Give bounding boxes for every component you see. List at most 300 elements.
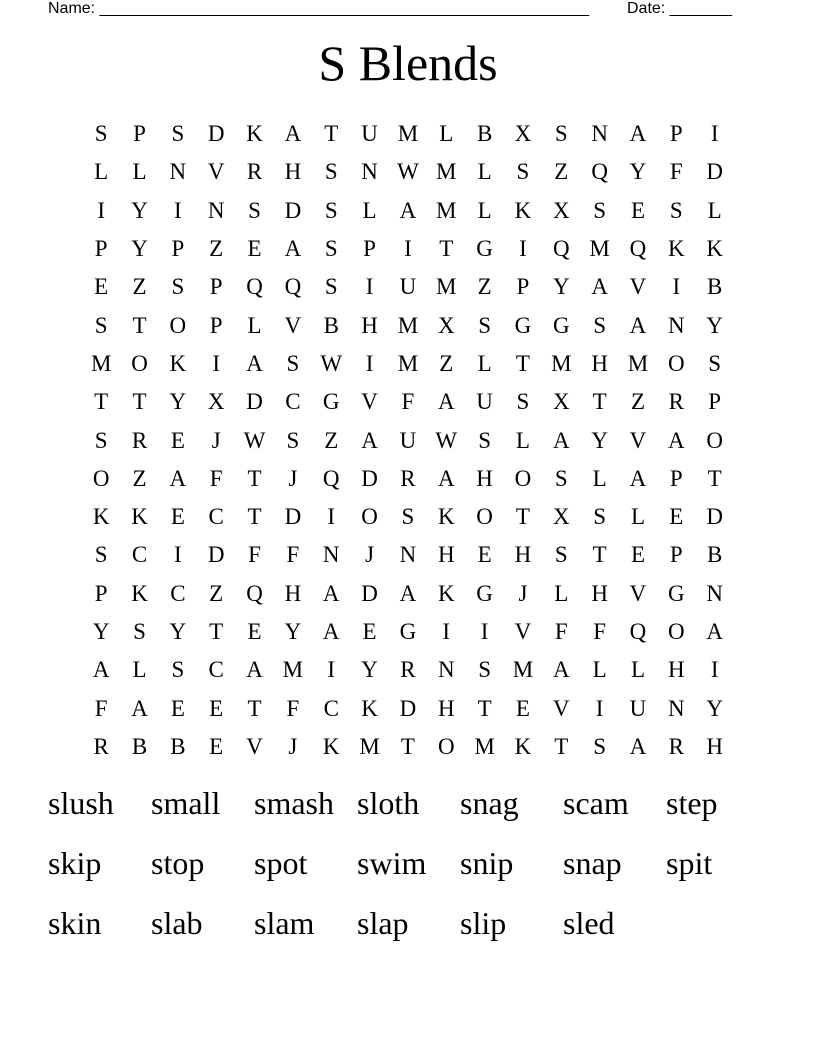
word-bank-item: slush: [48, 785, 114, 821]
grid-letter: I: [365, 274, 374, 300]
grid-letter: H: [706, 733, 723, 759]
grid-row: [82, 153, 734, 191]
grid-letter: I: [672, 274, 681, 300]
grid-letter: N: [706, 580, 723, 606]
grid-letter: A: [591, 274, 608, 300]
grid-letter: M: [512, 657, 534, 683]
grid-row: [82, 536, 734, 574]
grid-letter: J: [288, 733, 298, 759]
grid-letter: Z: [324, 427, 339, 453]
grid-letter: Y: [131, 197, 148, 223]
grid-letter: B: [170, 733, 186, 759]
word-bank-item: step: [666, 785, 718, 821]
grid-letter: F: [593, 619, 607, 644]
grid-letter: O: [169, 312, 187, 338]
grid-letter: Q: [284, 274, 302, 300]
grid-letter: T: [94, 389, 109, 415]
grid-letter: M: [589, 236, 610, 262]
grid-letter: P: [94, 580, 108, 606]
grid-letter: N: [361, 159, 378, 185]
grid-letter: A: [92, 657, 110, 683]
grid-letter: A: [629, 465, 647, 491]
grid-letter: L: [630, 504, 646, 530]
grid-letter: E: [247, 619, 262, 644]
grid-letter: M: [436, 274, 457, 300]
grid-letter: C: [208, 504, 224, 530]
grid-letter: Z: [477, 274, 492, 300]
grid-letter: S: [171, 121, 185, 147]
word-bank-row: [48, 782, 788, 842]
grid-letter: D: [207, 542, 225, 568]
word-bank-item: slap: [357, 905, 409, 941]
grid-letter: S: [516, 389, 530, 415]
grid-letter: A: [552, 427, 570, 453]
grid-letter: E: [477, 542, 492, 568]
grid-letter: P: [94, 236, 108, 262]
grid-letter: Y: [92, 619, 110, 644]
grid-letter: M: [627, 350, 649, 376]
grid-letter: N: [399, 542, 417, 568]
grid-letter: S: [324, 236, 338, 262]
grid-letter: N: [668, 312, 685, 338]
grid-letter: M: [397, 121, 419, 147]
grid-letter: Q: [629, 236, 647, 262]
grid-letter: P: [209, 312, 223, 338]
grid-letter: I: [710, 657, 719, 683]
grid-letter: T: [324, 121, 339, 147]
grid-letter: U: [476, 389, 493, 415]
grid-letter: N: [437, 657, 455, 683]
grid-letter: Q: [591, 159, 608, 185]
grid-letter: E: [170, 695, 185, 721]
grid-letter: T: [247, 465, 262, 491]
grid-letter: P: [669, 542, 683, 568]
grid-letter: S: [593, 733, 607, 759]
grid-row: [82, 115, 734, 153]
grid-letter: W: [320, 350, 343, 376]
grid-letter: V: [207, 159, 225, 185]
grid-row: [82, 498, 734, 536]
grid-letter: N: [591, 121, 608, 147]
grid-letter: O: [514, 465, 532, 491]
grid-letter: L: [362, 197, 377, 223]
grid-letter: S: [94, 427, 108, 453]
grid-letter: A: [361, 427, 378, 453]
grid-letter: I: [480, 619, 489, 644]
grid-letter: G: [322, 389, 340, 415]
grid-letter: L: [554, 580, 569, 606]
grid-letter: P: [516, 274, 530, 300]
grid-letter: K: [246, 121, 263, 147]
grid-letter: O: [131, 350, 148, 376]
grid-letter: D: [284, 197, 302, 223]
grid-letter: H: [284, 580, 302, 606]
grid-letter: E: [630, 542, 646, 568]
grid-letter: E: [515, 695, 530, 721]
grid-letter: A: [629, 733, 647, 759]
grid-letter: D: [246, 389, 263, 415]
grid-letter: U: [399, 274, 417, 300]
name-line: Name: _______________________________________________________: [48, 0, 589, 17]
grid-letter: I: [365, 350, 374, 376]
grid-letter: A: [322, 619, 340, 644]
grid-letter: O: [476, 504, 493, 530]
grid-letter: S: [324, 159, 338, 185]
grid-letter: E: [247, 236, 262, 262]
grid-row: [82, 421, 734, 459]
grid-letter: Y: [169, 389, 187, 415]
grid-letter: E: [94, 274, 109, 300]
grid-letter: R: [668, 389, 684, 415]
grid-letter: Q: [552, 236, 570, 262]
grid-letter: K: [361, 695, 378, 721]
grid-letter: S: [593, 504, 607, 530]
word-bank-item: slip: [460, 905, 507, 941]
grid-letter: M: [397, 350, 419, 376]
grid-letter: U: [629, 695, 647, 721]
grid-letter: E: [209, 733, 224, 759]
grid-letter: W: [397, 159, 419, 185]
grid-letter: L: [515, 427, 530, 453]
grid-letter: R: [400, 465, 416, 491]
grid-letter: P: [209, 274, 223, 300]
grid-letter: X: [437, 312, 455, 338]
grid-letter: B: [476, 121, 493, 147]
grid-row: [82, 460, 734, 498]
grid-letter: R: [131, 427, 148, 453]
grid-row: [82, 651, 734, 689]
grid-letter: G: [668, 580, 685, 606]
grid-letter: I: [97, 197, 105, 223]
grid-letter: S: [171, 274, 185, 300]
grid-letter: C: [323, 695, 339, 721]
grid-letter: Y: [706, 312, 723, 338]
grid-letter: Y: [629, 159, 647, 185]
grid-letter: H: [437, 695, 455, 721]
grid-letter: M: [90, 350, 112, 376]
grid-letter: O: [706, 427, 723, 453]
grid-letter: A: [169, 465, 187, 491]
grid-letter: Q: [246, 580, 263, 606]
grid-letter: X: [552, 197, 570, 223]
grid-letter: K: [437, 504, 455, 530]
grid-letter: E: [209, 695, 224, 721]
grid-letter: N: [322, 542, 340, 568]
grid-letter: N: [668, 695, 685, 721]
grid-letter: I: [519, 236, 527, 262]
grid-letter: A: [131, 695, 148, 721]
grid-letter: P: [133, 121, 146, 147]
word-bank-item: scam: [563, 785, 629, 821]
grid-letter: T: [247, 695, 262, 721]
grid-row: [82, 192, 734, 230]
grid-letter: P: [669, 465, 683, 491]
word-bank: [48, 782, 788, 962]
grid-letter: I: [174, 542, 182, 568]
grid-letter: A: [399, 580, 417, 606]
grid-letter: T: [707, 465, 722, 491]
grid-letter: B: [707, 274, 723, 300]
grid-letter: D: [361, 465, 378, 491]
grid-letter: H: [284, 159, 302, 185]
grid-letter: Y: [131, 236, 148, 262]
grid-letter: C: [170, 580, 186, 606]
grid-letter: M: [436, 197, 457, 223]
grid-letter: B: [323, 312, 339, 338]
grid-letter: O: [668, 619, 685, 644]
grid-row: [82, 230, 734, 268]
grid-letter: A: [246, 657, 263, 683]
word-bank-item: small: [151, 785, 221, 821]
grid-letter: H: [668, 657, 685, 683]
grid-letter: K: [706, 236, 723, 262]
grid-letter: T: [515, 350, 530, 376]
grid-letter: L: [247, 312, 262, 338]
grid-letter: T: [209, 619, 224, 644]
grid-letter: I: [595, 695, 604, 721]
grid-letter: S: [133, 619, 146, 644]
word-bank-item: sloth: [357, 785, 420, 821]
grid-letter: S: [94, 121, 108, 147]
grid-letter: W: [435, 427, 458, 453]
grid-letter: X: [207, 389, 225, 415]
grid-letter: V: [284, 312, 302, 338]
grid-letter: I: [212, 350, 221, 376]
grid-letter: A: [629, 312, 647, 338]
grid-letter: R: [668, 733, 684, 759]
grid-letter: V: [552, 695, 570, 721]
grid-letter: I: [710, 121, 719, 147]
grid-letter: L: [132, 657, 147, 683]
word-bank-item: skin: [48, 905, 102, 941]
grid-letter: W: [243, 427, 266, 453]
grid-letter: A: [668, 427, 685, 453]
grid-letter: S: [94, 542, 108, 568]
grid-letter: Y: [169, 619, 187, 644]
grid-letter: L: [477, 350, 492, 376]
grid-letter: P: [171, 236, 185, 262]
grid-letter: K: [514, 733, 532, 759]
grid-letter: T: [132, 312, 147, 338]
grid-letter: X: [552, 389, 570, 415]
grid-letter: Y: [552, 274, 570, 300]
grid-letter: S: [554, 465, 568, 491]
word-bank-item: slab: [151, 905, 203, 941]
grid-row: [82, 689, 734, 727]
grid-letter: Y: [284, 619, 302, 644]
grid-letter: L: [630, 657, 646, 683]
word-bank-item: snag: [460, 785, 519, 821]
grid-letter: T: [554, 733, 569, 759]
grid-letter: A: [437, 465, 455, 491]
grid-letter: F: [286, 695, 300, 721]
grid-letter: S: [593, 312, 607, 338]
grid-letter: M: [551, 350, 572, 376]
grid-letter: E: [362, 619, 377, 644]
grid-letter: Z: [132, 274, 147, 300]
grid-letter: Z: [209, 580, 224, 606]
grid-letter: H: [361, 312, 378, 338]
grid-letter: O: [668, 350, 685, 376]
grid-letter: A: [284, 236, 302, 262]
grid-letter: A: [437, 389, 455, 415]
grid-letter: H: [514, 542, 532, 568]
word-bank-row: [48, 902, 788, 962]
grid-letter: T: [477, 695, 492, 721]
grid-letter: A: [552, 657, 570, 683]
grid-letter: L: [592, 657, 607, 683]
grid-letter: U: [361, 121, 378, 147]
grid-letter: T: [132, 389, 147, 415]
grid-letter: V: [629, 274, 647, 300]
grid-letter: O: [437, 733, 455, 759]
grid-letter: G: [514, 312, 532, 338]
grid-letter: F: [94, 695, 108, 721]
grid-row: [82, 575, 734, 613]
grid-letter: Z: [439, 350, 454, 376]
grid-letter: S: [478, 312, 491, 338]
grid-letter: D: [284, 504, 302, 530]
grid-letter: N: [169, 159, 187, 185]
grid-letter: R: [400, 657, 416, 683]
grid-letter: B: [707, 542, 723, 568]
grid-letter: F: [669, 159, 683, 185]
grid-letter: F: [209, 465, 223, 491]
word-search-grid: [82, 115, 734, 766]
grid-letter: D: [399, 695, 417, 721]
grid-letter: E: [669, 504, 684, 530]
grid-letter: L: [94, 159, 109, 185]
grid-letter: I: [442, 619, 451, 644]
grid-letter: K: [92, 504, 110, 530]
grid-letter: M: [436, 159, 457, 185]
grid-letter: N: [207, 197, 225, 223]
grid-letter: Q: [322, 465, 340, 491]
word-bank-row: [48, 842, 788, 902]
grid-letter: T: [592, 389, 607, 415]
grid-letter: F: [554, 619, 568, 644]
word-bank-item: smash: [254, 785, 334, 821]
word-bank-item: skip: [48, 845, 102, 881]
grid-letter: S: [669, 197, 683, 223]
grid-letter: A: [706, 619, 723, 644]
word-bank-item: spit: [666, 845, 713, 881]
grid-row: [82, 306, 734, 344]
grid-letter: D: [207, 121, 225, 147]
grid-letter: K: [131, 580, 148, 606]
grid-letter: G: [476, 236, 493, 262]
date-line: Date: _______: [627, 0, 732, 17]
grid-letter: Z: [630, 389, 646, 415]
grid-letter: Y: [361, 657, 378, 683]
grid-letter: G: [399, 619, 417, 644]
grid-letter: V: [246, 733, 263, 759]
grid-letter: I: [327, 504, 336, 530]
word-bank-item: swim: [357, 845, 427, 881]
grid-row: [82, 383, 734, 421]
grid-letter: C: [208, 657, 224, 683]
grid-letter: Y: [591, 427, 608, 453]
grid-letter: H: [437, 542, 455, 568]
grid-letter: K: [668, 236, 685, 262]
grid-letter: H: [591, 350, 608, 376]
grid-letter: O: [361, 504, 378, 530]
grid-letter: Y: [706, 695, 723, 721]
grid-letter: S: [708, 350, 722, 376]
grid-letter: K: [131, 504, 148, 530]
grid-row: [82, 345, 734, 383]
grid-letter: R: [93, 733, 109, 759]
grid-letter: D: [361, 580, 378, 606]
word-bank-item: spot: [254, 845, 308, 881]
grid-letter: H: [476, 465, 493, 491]
grid-letter: R: [246, 159, 263, 185]
grid-letter: Z: [132, 465, 147, 491]
grid-letter: A: [284, 121, 302, 147]
grid-letter: V: [629, 580, 647, 606]
grid-letter: T: [592, 542, 607, 568]
grid-letter: S: [516, 159, 530, 185]
grid-letter: X: [552, 504, 570, 530]
grid-letter: L: [592, 465, 607, 491]
grid-letter: E: [170, 427, 185, 453]
grid-letter: M: [282, 657, 304, 683]
grid-letter: I: [404, 236, 412, 262]
grid-letter: V: [361, 389, 378, 415]
grid-letter: C: [285, 389, 301, 415]
grid-letter: Z: [209, 236, 224, 262]
grid-letter: C: [131, 542, 148, 568]
grid-letter: S: [478, 427, 491, 453]
grid-letter: D: [706, 504, 723, 530]
grid-letter: Q: [629, 619, 647, 644]
grid-letter: O: [92, 465, 110, 491]
grid-letter: P: [363, 236, 376, 262]
grid-letter: Q: [246, 274, 263, 300]
grid-letter: D: [706, 159, 723, 185]
word-bank-item: snap: [563, 845, 622, 881]
grid-letter: L: [707, 197, 722, 223]
grid-letter: S: [248, 197, 261, 223]
grid-letter: I: [174, 197, 182, 223]
grid-letter: X: [514, 121, 532, 147]
grid-letter: F: [401, 389, 415, 415]
grid-letter: T: [515, 504, 530, 530]
grid-letter: J: [518, 580, 528, 606]
grid-letter: S: [94, 312, 108, 338]
word-bank-item: stop: [151, 845, 205, 881]
grid-letter: H: [591, 580, 608, 606]
grid-letter: G: [476, 580, 493, 606]
grid-letter: A: [246, 350, 263, 376]
grid-letter: V: [629, 427, 647, 453]
grid-letter: U: [399, 427, 417, 453]
grid-letter: S: [286, 350, 300, 376]
grid-letter: J: [211, 427, 221, 453]
grid-letter: E: [630, 197, 646, 223]
grid-letter: T: [400, 733, 415, 759]
grid-letter: L: [477, 159, 492, 185]
grid-letter: I: [327, 657, 336, 683]
grid-letter: K: [437, 580, 455, 606]
grid-letter: E: [170, 504, 185, 530]
grid-letter: S: [171, 657, 185, 683]
grid-letter: F: [286, 542, 300, 568]
grid-letter: M: [359, 733, 380, 759]
grid-letter: K: [322, 733, 340, 759]
grid-row: [82, 728, 734, 766]
word-bank-item: snip: [460, 845, 514, 881]
